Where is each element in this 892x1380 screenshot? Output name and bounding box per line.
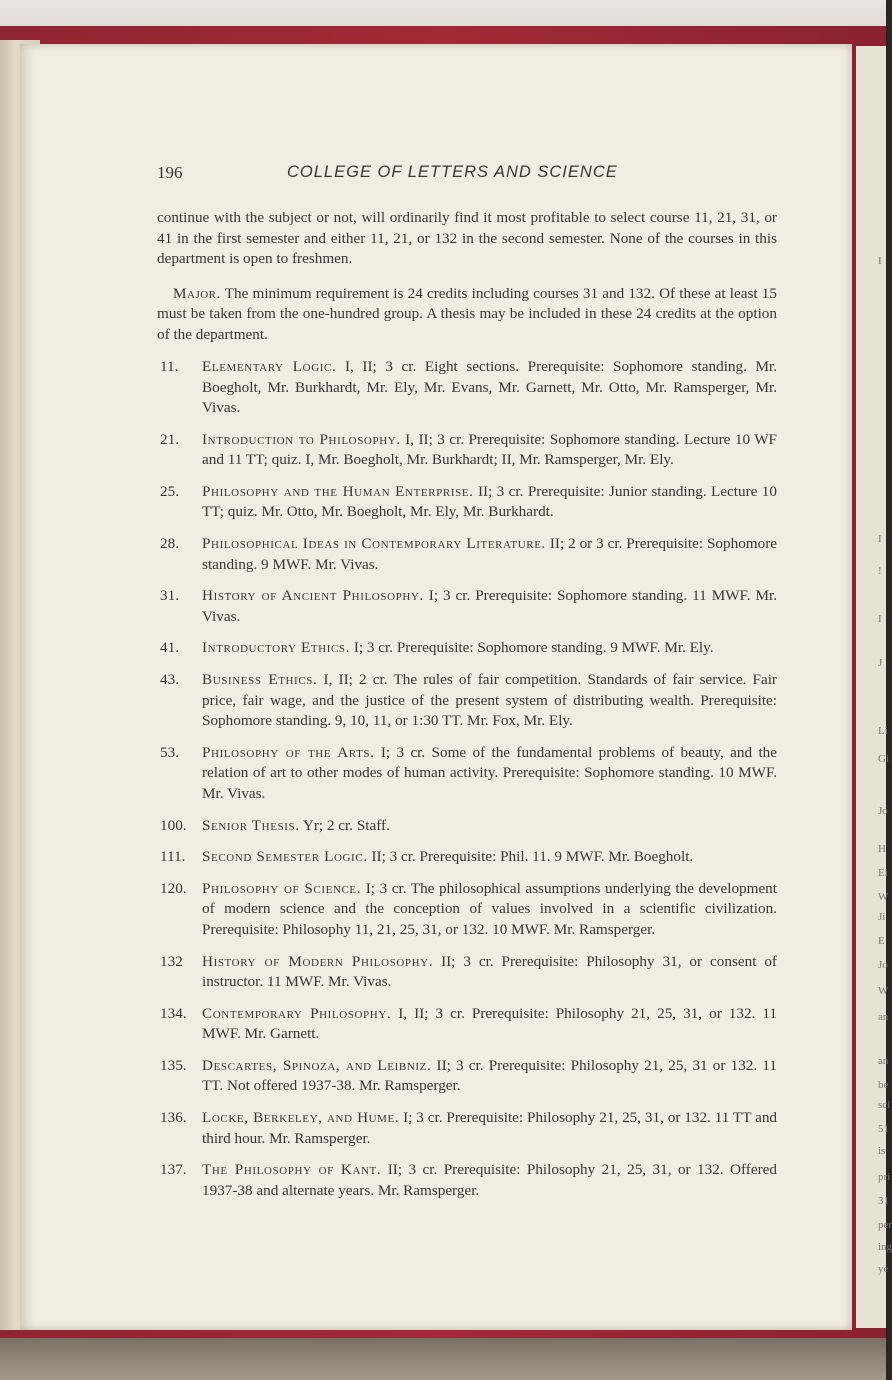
edge-text-fragment: I <box>878 613 882 625</box>
course-entry <box>157 847 777 868</box>
course-title: Philosophy of Science. <box>202 879 362 897</box>
course-title: Contemporary Philosophy. <box>202 1004 392 1022</box>
course-title: Senior Thesis. <box>202 816 300 834</box>
course-description: I; 3 cr. Prerequisite: Sophomore standing. 9 MWF. Mr. Ely. <box>353 639 714 657</box>
course-entry <box>157 816 777 837</box>
course-title: Business Ethics. <box>202 671 318 689</box>
course-entry <box>157 670 777 732</box>
course-entry <box>157 534 777 575</box>
course-title: Philosophy of the Arts. <box>202 743 375 761</box>
course-entry <box>157 482 777 523</box>
edge-text-fragment: I <box>878 533 882 545</box>
course-entry <box>157 638 777 659</box>
edge-text-fragment: Gi <box>878 753 889 765</box>
course-number: 31. <box>160 587 179 605</box>
course-title: History of Modern Philosophy. <box>202 952 434 970</box>
course-title: Descartes, Spinoza, and Leibniz. <box>202 1056 432 1074</box>
course-description: II; 3 cr. Prerequisite: Philosophy 21, 25, 31 or 132. 11 TT. Not offered 1937-38. Mr. Ramsperger. <box>202 1056 777 1095</box>
course-number: 100. <box>160 816 187 834</box>
course-entry <box>157 430 777 471</box>
course-title: Introductory Ethics. <box>202 639 351 657</box>
course-title: The Philosophy of Kant. <box>202 1161 382 1179</box>
course-number: 21. <box>160 430 179 448</box>
page-content <box>157 160 777 1213</box>
course-description: I; 3 cr. The philosophical assumptions underlying the development of modern science and the conception of values involved in a scientific civilization. Prerequisite: Philosophy 11, 21, 25, 31, or 132. 10 MWF. Mr. Ramsperger. <box>202 879 777 938</box>
course-title: Locke, Berkeley, and Hume. <box>202 1109 400 1127</box>
course-title: History of Ancient Philosophy. <box>202 587 424 605</box>
edge-text-fragment: Jo <box>878 805 888 817</box>
course-title: Philosophical Ideas in Contemporary Literature. <box>202 535 546 553</box>
edge-text-fragment: ! <box>878 565 882 577</box>
edge-text-fragment: pri <box>878 1171 891 1183</box>
course-description: Yr; 2 cr. Staff. <box>302 816 390 834</box>
course-number: 120. <box>160 879 187 897</box>
course-number: 41. <box>160 639 179 657</box>
edge-text-fragment: I <box>878 255 882 267</box>
course-number: 53. <box>160 743 179 761</box>
page-number: 196 <box>157 163 183 182</box>
edge-text-fragment: Jo <box>878 959 888 971</box>
course-title: Introduction to Philosophy. <box>202 430 401 448</box>
course-title: Elementary Logic. <box>202 358 337 375</box>
edge-text-fragment: ye <box>878 1263 889 1275</box>
course-entry <box>157 743 777 805</box>
edge-text-fragment: Li <box>878 725 888 737</box>
course-description: I, II; 3 cr. Eight sections. Prerequisite: Sophomore standing. Mr. Boegholt, Mr. Burkhardt, Mr. Ely, Mr. Evans, Mr. Garnett, Mr. Otto, Mr. Ramsperger, Mr. Vivas. <box>202 358 778 416</box>
course-description: I; 3 cr. Some of the fundamental problems of beauty, and the relation of art to other modes of human activity. Prerequisite: Sophomore standing. 10 MWF. Mr. Vivas. <box>202 743 777 802</box>
course-description: II; 2 or 3 cr. Prerequisite: Sophomore standing. 9 MWF. Mr. Vivas. <box>202 535 777 573</box>
edge-text-fragment: scl <box>878 1099 891 1111</box>
course-description: I; 3 cr. Prerequisite: Philosophy 21, 25, 31, or 132. 11 TT and third hour. Mr. Ramsperger. <box>202 1109 778 1147</box>
course-entry <box>157 879 777 941</box>
course-number: 25. <box>160 482 179 500</box>
course-title: Philosophy and the Human Enterprise. <box>202 482 474 500</box>
course-number: 11. <box>160 358 179 375</box>
course-description: II; 3 cr. Prerequisite: Philosophy 31, or consent of instructor. 11 MWF. Mr. Vivas. <box>202 952 777 991</box>
edge-text-fragment: 51 <box>878 1123 889 1135</box>
edge-text-fragment: 31 <box>878 1195 889 1207</box>
course-description: II; 3 cr. Prerequisite: Phil. 11. 9 MWF. Mr. Boegholt. <box>371 848 694 866</box>
course-entry <box>157 1160 777 1201</box>
course-entry <box>157 357 777 419</box>
scanner-background-bottom <box>0 1338 886 1380</box>
course-number: 137. <box>160 1161 187 1179</box>
major-label: Major. <box>173 284 221 302</box>
edge-text-fragment: ing <box>878 1241 892 1253</box>
edge-text-fragment: an <box>878 1011 889 1023</box>
course-number: 111. <box>160 848 186 866</box>
edge-text-fragment: per <box>878 1219 892 1231</box>
course-description: I; 3 cr. Prerequisite: Sophomore standing. 11 MWF. Mr. Vivas. <box>202 587 778 625</box>
course-entry <box>157 1004 777 1045</box>
course-description: II; 3 cr. Prerequisite: Philosophy 21, 25, 31, or 132. Offered 1937-38 and alternate years. Mr. Ramsperger. <box>202 1161 777 1199</box>
edge-text-fragment: H <box>878 843 886 855</box>
edge-text-fragment: W <box>878 891 889 903</box>
course-list <box>157 357 777 1201</box>
course-number: 136. <box>160 1109 187 1127</box>
running-title: COLLEGE OF LETTERS AND SCIENCE <box>287 163 618 181</box>
course-description: I, II; 2 cr. The rules of fair competition. Standards of fair service. Fair price, fair wage, and the justice of the present system of distributing wealth. Prerequisite: Sophomore standing. 9, 10, 11, or 1:30 TT. Mr. Fox, Mr. Ely. <box>202 671 777 730</box>
edge-text-fragment: Ji <box>878 911 886 923</box>
running-head <box>157 160 777 190</box>
course-number: 134. <box>160 1004 187 1022</box>
edge-text-fragment: an <box>878 1055 889 1067</box>
course-number: 135. <box>160 1056 187 1074</box>
course-entry <box>157 1108 777 1149</box>
edge-text-fragment: J <box>878 657 883 669</box>
course-entry <box>157 1056 777 1097</box>
intro-paragraph: continue with the subject or not, will ordinarily find it most profitable to select course 11, 21, 31, or 41 in the first semester and either 11, 21, or 132 in the second semester. None of the courses in this department is open to freshmen. <box>157 209 777 267</box>
course-number: 43. <box>160 671 179 689</box>
edge-text-fragment: W <box>878 985 889 997</box>
edge-text-fragment: Ei <box>878 867 888 879</box>
course-entry <box>157 586 777 627</box>
edge-text-fragment: be <box>878 1079 889 1091</box>
major-paragraph <box>157 284 777 346</box>
edge-text-fragment: is <box>878 1145 886 1157</box>
course-entry <box>157 952 777 993</box>
adjacent-page-edge <box>856 46 892 1328</box>
major-text: The minimum requirement is 24 credits including courses 31 and 132. Of these at least 15 must be taken from the one-hundred group. A thesis may be included in these 24 credits at the option of the department. <box>157 284 777 343</box>
course-number: 28. <box>160 535 179 553</box>
course-description: I, II; 3 cr. Prerequisite: Philosophy 21, 25, 31, or 132. 11 MWF. Mr. Garnett. <box>202 1004 778 1043</box>
course-description: II; 3 cr. Prerequisite: Junior standing. Lecture 10 TT; quiz. Mr. Otto, Mr. Boegholt, Mr. Ely, Mr. Burkhardt. <box>202 482 777 521</box>
course-number: 132 <box>160 952 183 970</box>
course-description: I, II; 3 cr. Prerequisite: Sophomore standing. Lecture 10 WF and 11 TT; quiz. I, Mr. Boegholt, Mr. Burkhardt; II, Mr. Ramsperger, Mr. Ely. <box>202 430 778 469</box>
edge-text-fragment: E <box>878 935 885 947</box>
course-title: Second Semester Logic. <box>202 848 368 866</box>
